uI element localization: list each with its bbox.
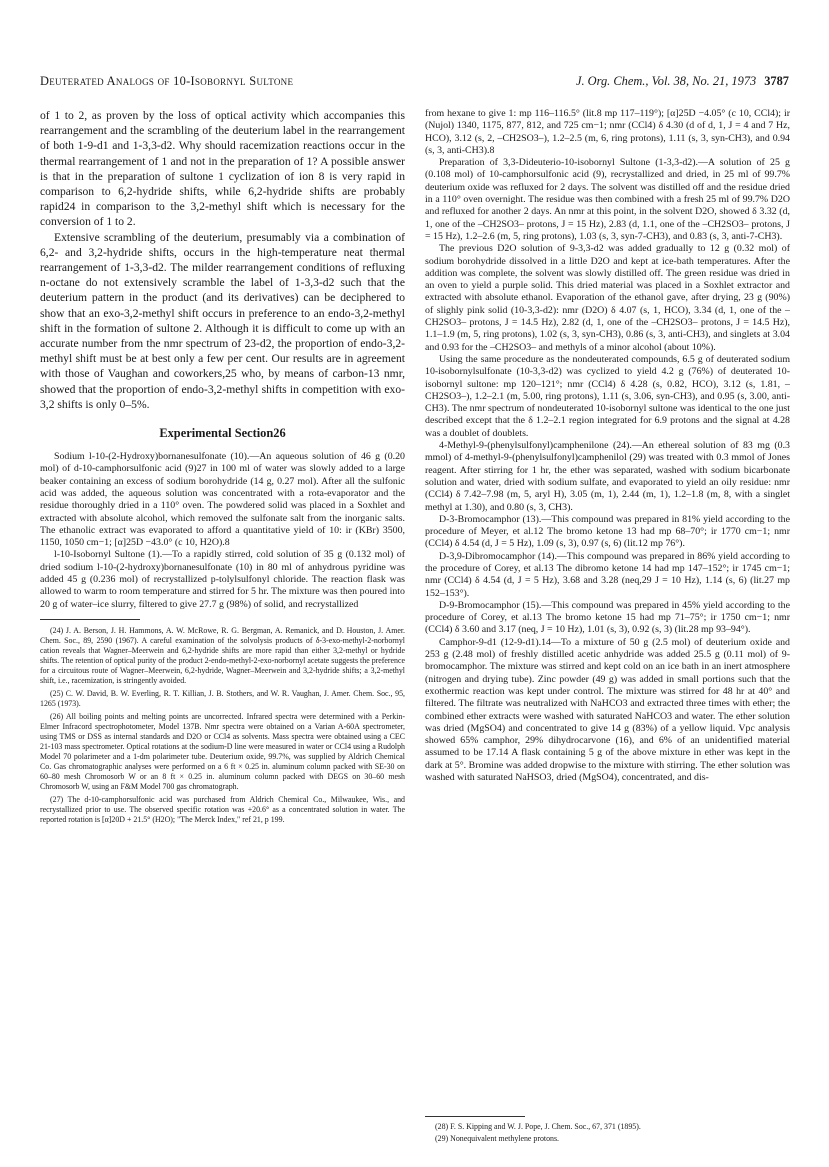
footnote: (26) All boiling points and melting points are uncorrected. Infrared spectra were determined with a Perkin-Elmer Infracord spectrophotometer, Model 137B. Nmr spectra were obtained on a Varian A-60A spectrometer, using TMS or DSS as internal standards and D2O or CCl4 as solvents. Mass spectra were obtained using a CEC 21-103 mass spectrometer. Optical rotations at the sodium-D line were measured in water or CCl4 using a Rudolph Model 70 polarimeter and a 1-dm polarimeter tube. Deuterium oxide, 99.7%, was supplied by Aldrich Chemical Co. Gas chromatographic analyses were performed on a 6 ft × 0.25 in. aluminum column packed with SE-30 on 60–80 mesh Chromosorb W or an 8 ft × 0.25 in. aluminum column packed with DEGS on 30–60 mesh Chromosorb W, using an F&M Model 700 gas chromatograph. bbox=[40, 711, 405, 791]
body-paragraph: The previous D2O solution of 9-3,3-d2 was added gradually to 12 g (0.32 mol) of sodium borohydride dissolved in a little D2O and kept at ice-bath temperatures. After the addition was complete, the solvent was slowly distilled off. The green residue was dried in an oven to yield a purple solid. This dried material was placed in a Soxhlet extractor and extracted with absolute ethanol. Evaporation of the ethanol gave, after drying, 23 g (90%) of slighly pink solid (10-3,3-d2): nmr (D2O) δ 4.07 (s, 1, HCO), 3.34 (d, 1, one of the –CH2SO3– protons, J = 14.5 Hz), 2.82 (d, 1, one of the –CH2SO3– protons, J = 14.5 Hz), 1.1–1.9 (m, 5, ring protons), 1.02 (s, 3, syn-CH3), 0.86 (s, 3, anti-CH3), and singlets at 3.04 and 0.93 for the –CH2SO3– and methyls of a minor alcohol (about 10%). bbox=[425, 243, 790, 353]
body-paragraph: D-3-Bromocamphor (13).—This compound was prepared in 81% yield according to the procedure of Meyer, et al.12 The bromo ketone 13 had mp 68–70°; ir 1770 cm−1; nmr (CCl4) δ 4.54 (d, J = 5 Hz), 1.09 (s, 3), 0.97 (s, 6) (lit.12 mp 76°). bbox=[425, 513, 790, 550]
body-paragraph: 4-Methyl-9-(phenylsulfonyl)camphenilone (24).—An ethereal solution of 83 mg (0.3 mmol) of 4-methyl-9-(phenylsulfonyl)camphenilol (29) was treated with 0.3 mmol of Jones reagent. After stirring for 1 hr, the ether was separated, washed with sodium bicarbonate solution and water, dried with sodium sulfate, and evaporated to yield an oily residue: nmr (CCl4) δ 7.42–7.98 (m, 5, aryl H), 3.05 (m, 1), 2.44 (m, 1), 1.2–1.8 (m, 8, with a singlet methyl at 1.30), and 0.80 (s, 3, CH3). bbox=[425, 440, 790, 513]
footnote: (27) The d-10-camphorsulfonic acid was purchased from Aldrich Chemical Co., Milwaukee, Wis., and recrystallized prior to use. The observed specific rotation was +20.6° as a concentrated solution in water. The reported rotation is [α]20D + 21.5° (H2O); "The Merck Index," ref 21, p 199. bbox=[40, 794, 405, 824]
footnote: (25) C. W. David, B. W. Everling, R. T. Killian, J. B. Stothers, and W. R. Vaughan, J. Amer. Chem. Soc., 95, 1265 (1973). bbox=[40, 688, 405, 708]
section-heading: Experimental Section26 bbox=[159, 426, 286, 441]
journal-name: J. Org. Chem., Vol. 38, No. 21, 1973 bbox=[575, 74, 757, 88]
right-column bbox=[425, 108, 790, 784]
footnote: (29) Nonequivalent methylene protons. bbox=[435, 1134, 560, 1143]
footnote: (28) F. S. Kipping and W. J. Pope, J. Chem. Soc., 67, 371 (1895). bbox=[435, 1122, 641, 1131]
footnote-divider bbox=[40, 619, 140, 620]
running-title: Deuterated Analogs of 10-Isobornyl Sultone bbox=[40, 74, 294, 88]
experimental-paragraph: Sodium l-10-(2-Hydroxy)bornanesulfonate (10).—An aqueous solution of 46 g (0.20 mol) of d-10-camphorsulfonic acid (9)27 in 100 ml of water was slowly added to a large beaker containing an excess of sodium borohydride (14 g, 0.27 mol). After all the sulfonic acid was added, the aqueous solution was concentrated with a rota-evaporator and the residue thoroughly dried in a 110° oven. The powdered solid was placed in a Soxhlet and extracted with absolute alcohol, which removed the sulfonate salt from the inorganic salts. The ethanolic extract was evaporated to afford a quantitative yield of 10: ir (KBr) 3500, 1150, 1050 cm−1; [α]25D −43.0° (c 10, H2O).8 bbox=[40, 451, 405, 549]
experimental-paragraph: l-10-Isobornyl Sultone (1).—To a rapidly stirred, cold solution of 35 g (0.132 mol) of dried sodium l-10-(2-hydroxy)bornanesulfonate (10) in 80 ml of anhydrous pyridine was added 45 g (0.236 mol) of recrystallized p-tolylsulfonyl chloride. The reaction flask was allowed to warm to room temperature and stirred for 5 hr. The mixture was then poured into 20 g of water–ice slurry, filtered to give 27.7 g (98%) of solid, and recrystallized bbox=[40, 549, 405, 610]
body-paragraph: D-3,9-Dibromocamphor (14).—This compound was prepared in 86% yield according to the procedure of Corey, et al.13 The dibromo ketone 14 had mp 147–152°; ir 1745 cm−1; nmr (CCl4) δ 4.54 (d, J = 5 Hz), 3.68 and 3.28 (neq,29 J = 10 Hz), 1.14 (s, 6) (lit.27 mp 152–153°). bbox=[425, 550, 790, 599]
body-paragraph: Using the same procedure as the nondeuterated compounds, 6.5 g of deuterated sodium 10-isobornylsulfonate (10-3,3-d2) was cyclized to yield 4.2 g (76%) of deuterated 10-isobornyl sultone: mp 120–121°; nmr (CCl4) δ 4.28 (s, 0.82, HCO), 3.12 (s, 1.81, –CH2SO3–), 1.2–2.1 (m, 5.00, ring protons), 1.11 (s, 3.06, syn-CH3), and 0.95 (s, 3.00, anti-CH3). The nmr spectrum of nondeuterated 10-isobornyl sultone was identical to the one just described except that the δ 1.2–2.1 region integrated for 6.9 protons and the signal at 4.28 was a doublet of doublets. bbox=[425, 353, 790, 439]
left-column bbox=[40, 108, 405, 828]
body-paragraph: D-9-Bromocamphor (15).—This compound was prepared in 45% yield according to the procedure of Corey, et al.13 The bromo ketone 15 had mp 71–75°; ir 1750 cm−1; nmr (CCl4) δ 3.60 and 3.17 (neq, J = 10 Hz), 1.01 (s, 3), 0.92 (s, 3) (lit.28 mp 93–94°). bbox=[425, 599, 790, 636]
page-number: 3787 bbox=[764, 74, 789, 88]
running-header bbox=[40, 74, 789, 92]
journal-citation bbox=[576, 74, 789, 89]
footnotes bbox=[40, 626, 405, 825]
body-paragraph: Extensive scrambling of the deuterium, presumably via a combination of 6,2- and 3,2-hydride shifts, occurs in the high-temperature neat thermal rearrangement of 1-3,3-d2. The milder rearrangement conditions of refluxing n-octane do not extensively scramble the label of 1-3,3-d2 such that the deuterium pattern in the product (and its derivatives) can be deciphered to show that an exo-3,2-methyl shift occurs in preference to an endo-3,2-methyl shift in the formation of sultone 2. Although it is difficult to come up with an accurate number from the nmr spectrum of 23-d2, the proportion of endo-3,2-methyl shift must be at best only a few per cent. Our results are in agreement with those of Vaughan and coworkers,25 who, by means of carbon-13 nmr, showed that the proportion of endo-3,2-methyl shifts in competition with exo-3,2 shifts is only 0–5%. bbox=[40, 230, 405, 411]
experimental-section bbox=[40, 451, 405, 611]
right-footnotes bbox=[425, 1116, 790, 1146]
body-paragraph: Camphor-9-d1 (12-9-d1).14—To a mixture of 50 g (2.5 mol) of deuterium oxide and 253 g (2.48 mol) of freshly distilled acetic anhydride was added 25.5 g (0.11 mol) of 9-bromocamphor. The mixture was stirred and kept cold on an ice bath in an inert atmosphere (nitrogen and drying tube). Zinc powder (49 g) was added in small portions such that the exothermic reaction was kept under control. The mixture was stirred for 48 hr at 40° and filtered. The filtrate was neutralized with NaHCO3 and extracted three times with ether; the combined ether extracts were washed with saturated NaHCO3 and water. The ether solution was dried (MgSO4) and concentrated to give 14 g (83%) of a yellow liquid. Vpc analysis showed 65% camphor, 29% dihydrocarvone (16), and 6% of an unidentified material assumed to be 17.14 A flask containing 5 g of the above mixture in ether was kept in the dark at 5°. Bromine was added dropwise to the mixture with stirring. The ether solution was washed with saturated NaHSO3, dried (MgSO4), concentrated, and dis- bbox=[425, 636, 790, 784]
body-paragraph: of 1 to 2, as proven by the loss of optical activity which accompanies this rearrangement and the scrambling of the deuterium label in the rearrangement of both 1-9-d1 and 1-3,3-d2. Why should racemization reactions occur in the thermal rearrangement of 1 and not in the preparation of 1? A possible answer is that in the preparation of sultone 1 cyclization of ion 8 is very rapid in comparison to 6,2-hydride shifts, while 6,2-hydride shifts are probably rapid24 in comparison to the 3,2-methyl shift which is necessary for the conversion of 1 to 2. bbox=[40, 109, 405, 229]
body-paragraph: from hexane to give 1: mp 116–116.5° (lit.8 mp 117–119°); [α]25D −4.05° (c 10, CCl4); ir (Nujol) 1340, 1175, 877, 812, and 725 cm−1; nmr (CCl4) δ 4.30 (d of d, 1, J = 4 and 7 Hz, HCO), 3.12 (s, 2, –CH2SO3–), 1.2–2.5 (m, 6, ring protons), 1.11 (s, 3, syn-CH3), and 0.94 (s, 3, anti-CH3).8 bbox=[425, 108, 790, 156]
footnote-divider bbox=[425, 1116, 525, 1117]
footnote: (24) J. A. Berson, J. H. Hammons, A. W. McRowe, R. G. Bergman, A. Remanick, and D. Houston, J. Amer. Chem. Soc., 89, 2590 (1967). A careful examination of the solvolysis products of δ-3-exo-methyl-2-norbornyl cation reveals that Wagner–Meerwein and 6,2-hydride shifts are more rapid than either 3,2-methyl or hydride shifts. The retention of optical purity of the product 2-endo-methyl-2-exo-norbornyl acetate suggests the preference for a circuitous route of Wagner–Meerwein, 6,2-hydride, Wagner–Meerwein and 3,2-hydride shifts; a 3,2-methyl shift, i.e., racemization, is stringently avoided. bbox=[40, 625, 405, 685]
body-paragraph: Preparation of 3,3-Dideuterio-10-isobornyl Sultone (1-3,3-d2).—A solution of 25 g (0.108 mol) of 10-camphorsulfonic acid (9), recrystallized and dried, in 25 ml of 99.7% deuterium oxide was refluxed for 2 days. The solvent was distilled off and the residue dried in a 110° oven overnight. The residue was then combined with a fresh 25 ml of 99.7% D2O and refluxed for another 2 days. An nmr at this point, in the solvent D2O, showed δ 3.32 (d, 1, one of the –CH2SO3– protons, J = 15 Hz), 2.83 (d, 1.1, one of the –CH2SO3– protons, J = 15 Hz), 1.2–2.6 (m, 5, ring protons), 1.03 (s, 3, syn-7-CH3), and 0.83 (s, 3, anti-7-CH3). bbox=[425, 157, 790, 242]
